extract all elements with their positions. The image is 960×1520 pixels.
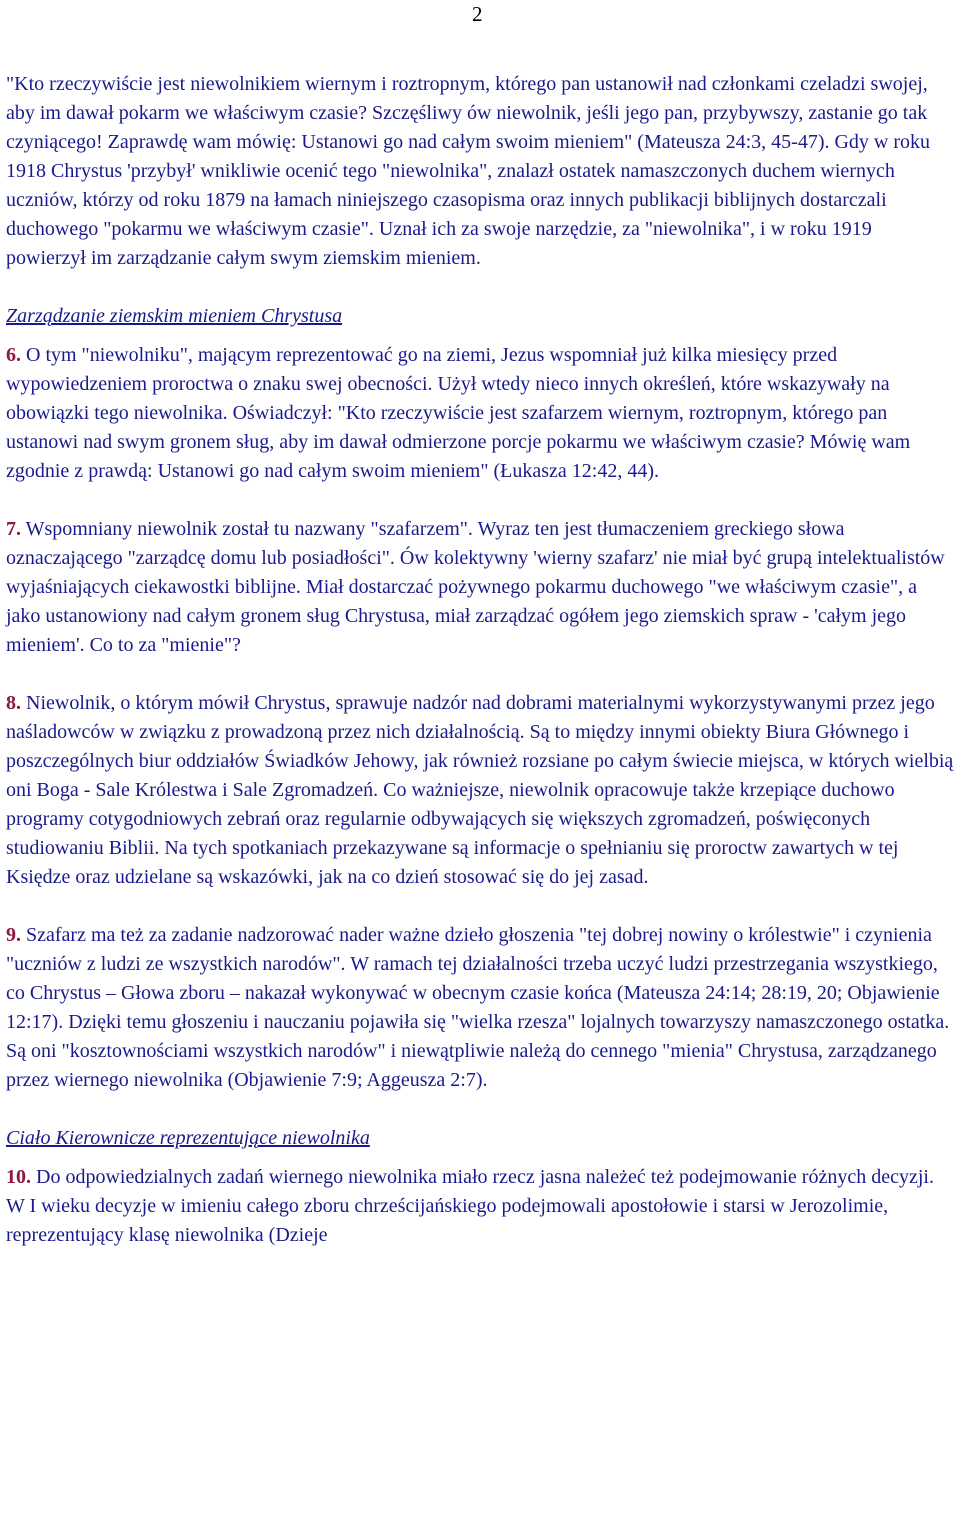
paragraph-text: Wspomniany niewolnik został tu nazwany "szafarzem". Wyraz ten jest tłumaczeniem greckiego słowa oznaczającego "zarządcę domu lub posiadłości". Ów kolektywny 'wierny szafarz' nie miał być grupą intelektualistów wyjaśniających ciekawostki biblijne. Miał dostarczać pożywnego pokarmu duchowego "we właściwym czasie", a jako ustanowiony nad całym gronem sług Chrystusa, miał zarządzać ogółem jego ziemskich spraw - 'całym jego mieniem'. Co to za "mienie"? xyxy=(6,518,945,656)
paragraph-9 xyxy=(6,921,954,1095)
paragraph-text: "Kto rzeczywiście jest niewolnikiem wiernym i roztropnym, którego pan ustanowił nad członkami czeladzi swojej, aby im dawał pokarm we właściwym czasie? Szczęśliwy ów niewolnik, jeśli jego pan, przybywszy, zastanie go tak czyniącego! Zaprawdę wam mówię: Ustanowi go nad całym swoim mieniem" (Mateusza 24:3, 45-47). Gdy w roku 1918 Chrystus 'przybył' wnikliwie ocenić tego "niewolnika", znalazł ostatek namaszczonych duchem wiernych uczniów, którzy od roku 1879 na łamach niniejszego czasopisma oraz innych publikacji biblijnych dostarczali duchowego "pokarmu we właściwym czasie". Uznał ich za swoje narzędzie, za "niewolnika", i w roku 1919 powierzył im zarządzanie całym swym ziemskim mieniem. xyxy=(6,73,931,269)
paragraph-number: 6. xyxy=(6,344,21,366)
paragraph-number: 9. xyxy=(6,924,21,946)
document-body xyxy=(6,70,954,1279)
paragraph-7 xyxy=(6,515,954,660)
paragraph-number: 10. xyxy=(6,1166,31,1188)
paragraph-intro xyxy=(6,70,954,273)
paragraph-10 xyxy=(6,1163,954,1250)
page-number: 2 xyxy=(472,2,483,26)
paragraph-text: Niewolnik, o którym mówił Chrystus, sprawuje nadzór nad dobrami materialnymi wykorzystywanymi przez jego naśladowców w związku z prowadzoną przez nich działalnością. Są to między innymi obiekty Biura Głównego i poszczególnych biur oddziałów Świadków Jehowy, jak również rozsiane po całym świecie miejsca, w których wielbią oni Boga - Sale Królestwa i Sale Zgromadzeń. Co ważniejsze, niewolnik opracowuje także krzepiące duchowo programy cotygodniowych zebrań oraz regularnie odbywających się większych zgromadzeń, poświęconych studiowaniu Biblii. Na tych spotkaniach przekazywane są informacje o spełnianiu się proroctw zawartych w tej Księdze oraz udzielane są wskazówki, jak na co dzień stosować się do jej zasad. xyxy=(6,692,954,888)
section-heading-management: Zarządzanie ziemskim mieniem Chrystusa xyxy=(6,305,343,327)
paragraph-number: 8. xyxy=(6,692,21,714)
paragraph-number: 7. xyxy=(6,518,21,540)
section-heading-governing-body: Ciało Kierownicze reprezentujące niewolnika xyxy=(6,1127,370,1149)
paragraph-text: Do odpowiedzialnych zadań wiernego niewolnika miało rzecz jasna należeć też podejmowanie różnych decyzji. W I wieku decyzje w imieniu całego zboru chrześcijańskiego podejmowali apostołowie i starsi w Jerozolimie, reprezentujący klasę niewolnika (Dzieje xyxy=(6,1166,934,1246)
paragraph-6 xyxy=(6,341,954,486)
paragraph-text: Szafarz ma też za zadanie nadzorować nader ważne dzieło głoszenia "tej dobrej nowiny o królestwie" i czynienia "uczniów z ludzi ze wszystkich narodów". W ramach tej działalności trzeba uczyć ludzi przestrzegania wszystkiego, co Chrystus – Głowa zboru – nakazał wykonywać w obecnym czasie końca (Mateusza 24:14; 28:19, 20; Objawienie 12:17). Dzięki temu głoszeniu i nauczaniu pojawiła się "wielka rzesza" lojalnych towarzyszy namaszczonego ostatka. Są oni "kosztownościami wszystkich narodów" i niewątpliwie należą do cennego "mienia" Chrystusa, zarządzanego przez wiernego niewolnika (Objawienie 7:9; Aggeusza 2:7). xyxy=(6,924,950,1091)
paragraph-8 xyxy=(6,689,954,892)
paragraph-text: O tym "niewolniku", mającym reprezentować go na ziemi, Jezus wspomniał już kilka miesięcy przed wypowiedzeniem proroctwa o znaku swej obecności. Użył wtedy nieco innych określeń, które wskazywały na obowiązki tego niewolnika. Oświadczył: "Kto rzeczywiście jest szafarzem wiernym, roztropnym, którego pan ustanowi nad swym gronem sług, aby im dawał odmierzone porcje pokarmu we właściwym czasie? Mówię wam zgodnie z prawdą: Ustanowi go nad całym swoim mieniem" (Łukasza 12:42, 44). xyxy=(6,344,911,482)
